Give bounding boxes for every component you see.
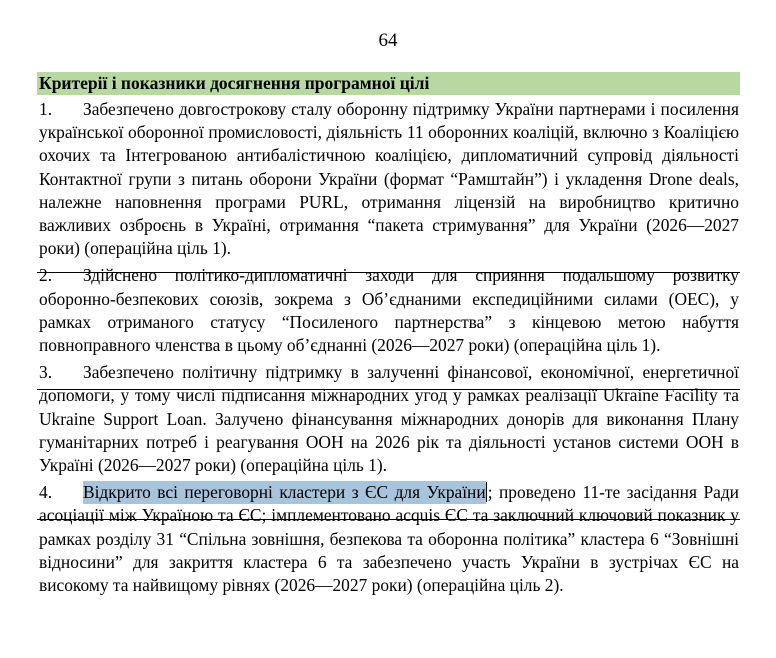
selected-text-highlight[interactable]: Відкрито всі переговорні кластери з ЄС для України: [83, 482, 486, 503]
list-item[interactable]: [39, 98, 739, 260]
item-text: Забезпечено довгострокову сталу оборонну підтримку України партнерами і посилення української оборонної промисловості, діяльність 11 оборонних коаліцій, включно з Коаліцією охочих та Інтегрованою антибалістичною коаліцією, дипломатичний супровід діяльності Контактної групи з питань оборони України (формат “Рамштайн”) і укладення Drone deals, належне наповнення програми PURL, отримання ліцензій на виробництво критично важливих озброєнь в Україні, отримання “пакета стримування” для України (2026—2027 роки) (операційна ціль 1).: [39, 99, 739, 259]
page-number: 64: [378, 30, 398, 51]
item-number: 2.: [39, 265, 53, 286]
text-cursor: [486, 482, 487, 502]
item-number: 4.: [39, 482, 53, 503]
list-item[interactable]: [39, 264, 739, 357]
item-text: Забезпечено політичну підтримку в залученні фінансової, економічної, енергетичної допомоги, у тому числі підписання міжнародних угод у рамках реалізації Ukraine Facility та Ukraine Support Loan. Залучено фінансування міжнародних донорів для виконання Плану гуманітарних потреб і реагування ООН на 2026 рік та діяльності установ системи ООН в Україні (2026—2027 роки) (операційна ціль 1).: [39, 362, 739, 476]
list-item[interactable]: [39, 361, 739, 477]
item-number: 3.: [39, 362, 53, 383]
list-item[interactable]: [39, 481, 739, 597]
criteria-list: [39, 98, 739, 598]
section-heading: Критерії і показники досягнення програмної цілі: [37, 72, 740, 95]
item-text: ; проведено 11-те засідання Ради асоціації між Україною та ЄС; імплементовано acquis ЄС та заключний ключовий показник у рамках розділу 31 “Спільна зовнішня, безпекова та оборонна політика” кластера 6 “Зовнішні відносини” для закриття кластера 6 та забезпечено участь України в зустрічах ЄС на високому та найвищому рівнях (2026—2027 роки) (операційна ціль 2).: [39, 482, 739, 596]
item-text: Здійснено політико-дипломатичні заходи для сприяння подальшому розвитку оборонно-безпекових союзів, зокрема з Об’єднаними експедиційними силами (ОЕС), у рамках отриманого статусу “Посиленого партнерства” з кінцевою метою набуття повноправного членства в цьому об’єднанні (2026—2027 роки) (операційна ціль 1).: [39, 265, 739, 356]
item-number: 1.: [39, 99, 53, 119]
